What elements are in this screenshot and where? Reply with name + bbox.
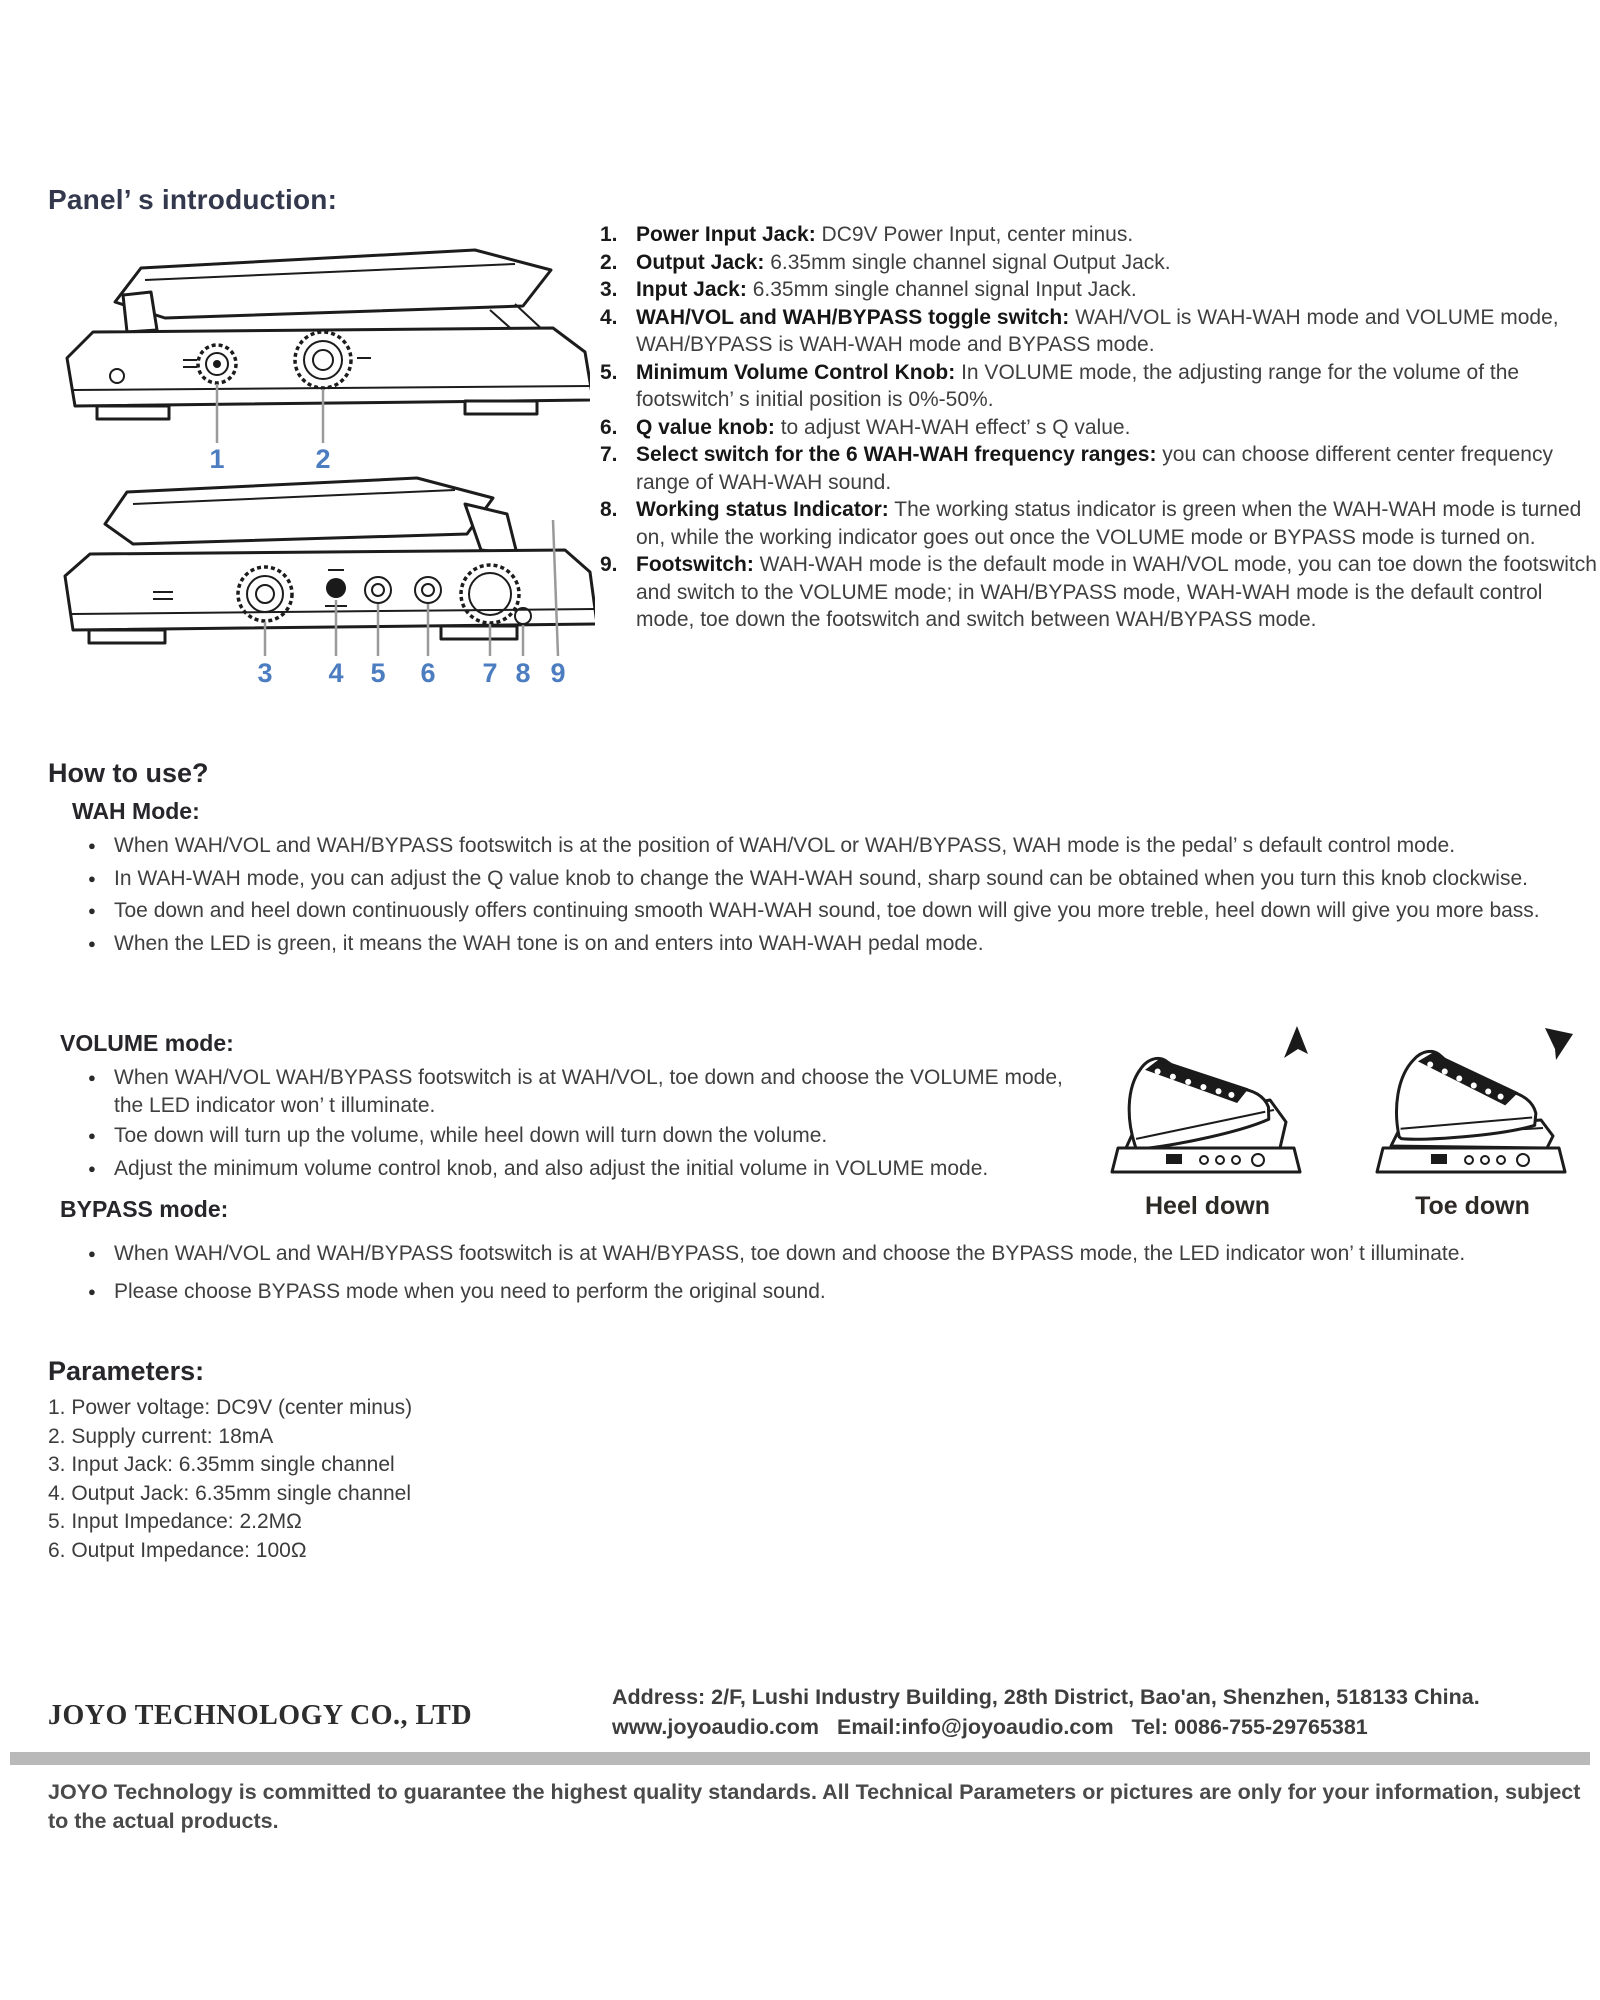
diagram-label-3: 3 — [257, 658, 273, 688]
list-item: 8. Working status Indicator: The working status indicator is green when the WAH-WAH mode is turned on, while the working indicator goes out once the VOLUME mode or BYPASS mode is turned on. — [600, 498, 1582, 549]
bypass-mode-bullets — [88, 1240, 1593, 1310]
list-item: 1. Power Input Jack: DC9V Power Input, center minus. — [600, 223, 1134, 246]
pedal-usage-figures — [1100, 1022, 1580, 1221]
parameter-item: 4. Output Jack: 6.35mm single channel — [48, 1481, 412, 1505]
treadle-plate — [105, 478, 493, 544]
list-item: 5. Minimum Volume Control Knob: In VOLUME mode, the adjusting range for the volume of the footswitch’ s initial position is 0%-50%. — [600, 360, 1520, 411]
bullet-item: ● When WAH/VOL and WAH/BYPASS footswitch is at WAH/BYPASS, toe down and choose the BYPASS mode, the LED indicator won’ t illuminate. — [88, 1240, 1593, 1270]
company-contacts: www.joyoaudio.com Email:info@joyoaudio.com Tel: 0086-755-29765381 — [612, 1715, 1368, 1739]
bullet-item: ● Please choose BYPASS mode when you need to perform the original sound. — [88, 1278, 1593, 1308]
list-item: 2. Output Jack: 6.35mm single channel signal Output Jack. — [600, 250, 1171, 274]
bullet-item: ● When WAH/VOL WAH/BYPASS footswitch is at WAH/VOL, toe down and choose the VOLUME mode, the LED indicator won’ t illuminate. — [88, 1064, 1088, 1119]
bullet-item: ● When the LED is green, it means the WAH tone is on and enters into WAH-WAH pedal mode. — [88, 930, 1593, 960]
heel-down-illustration — [1100, 1022, 1315, 1187]
bullet-item: ● Toe down and heel down continuously offers continuing smooth WAH-WAH sound, toe down will give you more treble, heel down will give you more bass. — [88, 897, 1593, 927]
company-contact-block — [612, 1682, 1597, 1742]
diagram-label-9: 9 — [550, 658, 566, 688]
parameters-title: Parameters: — [48, 1356, 205, 1386]
panel-intro-title: Panel’ s introduction: — [48, 184, 338, 215]
up-arrow-icon — [1284, 1026, 1308, 1058]
pedal-diagram-side-b — [45, 466, 595, 692]
diagram-label-7: 7 — [482, 658, 498, 688]
list-item: 9. Footswitch: WAH-WAH mode is the default mode in WAH/VOL mode, you can toe down the footswitch and switch to the VOLUME mode; in WAH/BYPASS mode, WAH-WAH mode is the default control mode, toe down the footswitch and switch between WAH/BYPASS mode. — [600, 553, 1597, 631]
bullet-item: ● When WAH/VOL and WAH/BYPASS footswitch is at the position of WAH/VOL or WAH/BYPASS, WAH mode is the pedal’ s default control mode. — [88, 832, 1593, 862]
parameters-list — [48, 1394, 868, 1565]
toe-down-illustration — [1365, 1022, 1580, 1187]
footer-divider — [10, 1752, 1590, 1765]
heel-down-figure — [1100, 1022, 1315, 1221]
bullet-item: ● Toe down will turn up the volume, while heel down will turn down the volume. — [88, 1122, 1088, 1152]
diagram-label-5: 5 — [370, 658, 386, 688]
diagram-label-8: 8 — [515, 658, 531, 688]
diagram-label-4: 4 — [328, 658, 344, 688]
company-name: JOYO TECHNOLOGY CO., LTD — [48, 1700, 473, 1731]
parameter-item: 3. Input Jack: 6.35mm single channel — [48, 1453, 395, 1476]
diagram-label-6: 6 — [420, 658, 436, 688]
heel-down-label: Heel down — [1144, 1192, 1270, 1220]
diagram-label-1: 1 — [209, 444, 225, 472]
bypass-mode-heading: BYPASS mode: — [60, 1196, 229, 1222]
list-item: 4. WAH/VOL and WAH/BYPASS toggle switch: WAH/VOL is WAH-WAH mode and VOLUME mode, WAH/BYPASS is WAH-WAH mode and BYPASS mode. — [600, 305, 1559, 356]
diagram-label-2: 2 — [315, 444, 331, 472]
list-item: 7. Select switch for the 6 WAH-WAH frequency ranges: you can choose different center frequency range of WAH-WAH sound. — [600, 443, 1553, 494]
volume-mode-heading: VOLUME mode: — [60, 1030, 234, 1056]
list-item: 3. Input Jack: 6.35mm single channel signal Input Jack. — [600, 278, 1137, 301]
down-arrow-icon — [1545, 1028, 1573, 1060]
pedal-diagram-side-a — [45, 240, 590, 472]
company-address: Address: 2/F, Lushi Industry Building, 28th District, Bao'an, Shenzhen, 518133 China. — [612, 1685, 1480, 1709]
toe-down-figure — [1365, 1022, 1580, 1221]
parameter-item: 6. Output Impedance: 100Ω — [48, 1538, 307, 1562]
parameter-item: 5. Input Impedance: 2.2MΩ — [48, 1510, 302, 1533]
toe-down-label: Toe down — [1415, 1192, 1530, 1220]
footer-disclaimer: JOYO Technology is committed to guarantee the highest quality standards. All Technical Parameters or pictures are only for your information, subject to the actual products. — [48, 1780, 1581, 1833]
panel-feature-list — [600, 221, 1600, 634]
list-item: 6. Q value knob: to adjust WAH-WAH effect’ s Q value. — [600, 415, 1131, 439]
pedal-base — [67, 328, 590, 406]
parameter-item: 1. Power voltage: DC9V (center minus) — [48, 1396, 413, 1419]
wah-mode-heading: WAH Mode: — [72, 798, 200, 824]
bullet-item: ● Adjust the minimum volume control knob, and also adjust the initial volume in VOLUME mode. — [88, 1155, 1088, 1185]
volume-mode-bullets — [88, 1064, 1088, 1187]
bullet-item: ● In WAH-WAH mode, you can adjust the Q value knob to change the WAH-WAH sound, sharp sound can be obtained when you turn this knob clockwise. — [88, 865, 1593, 895]
how-to-use-title: How to use? — [48, 758, 209, 788]
treadle-plate — [115, 250, 551, 318]
wah-mode-bullets — [88, 832, 1593, 962]
parameter-item: 2. Supply current: 18mA — [48, 1424, 274, 1448]
